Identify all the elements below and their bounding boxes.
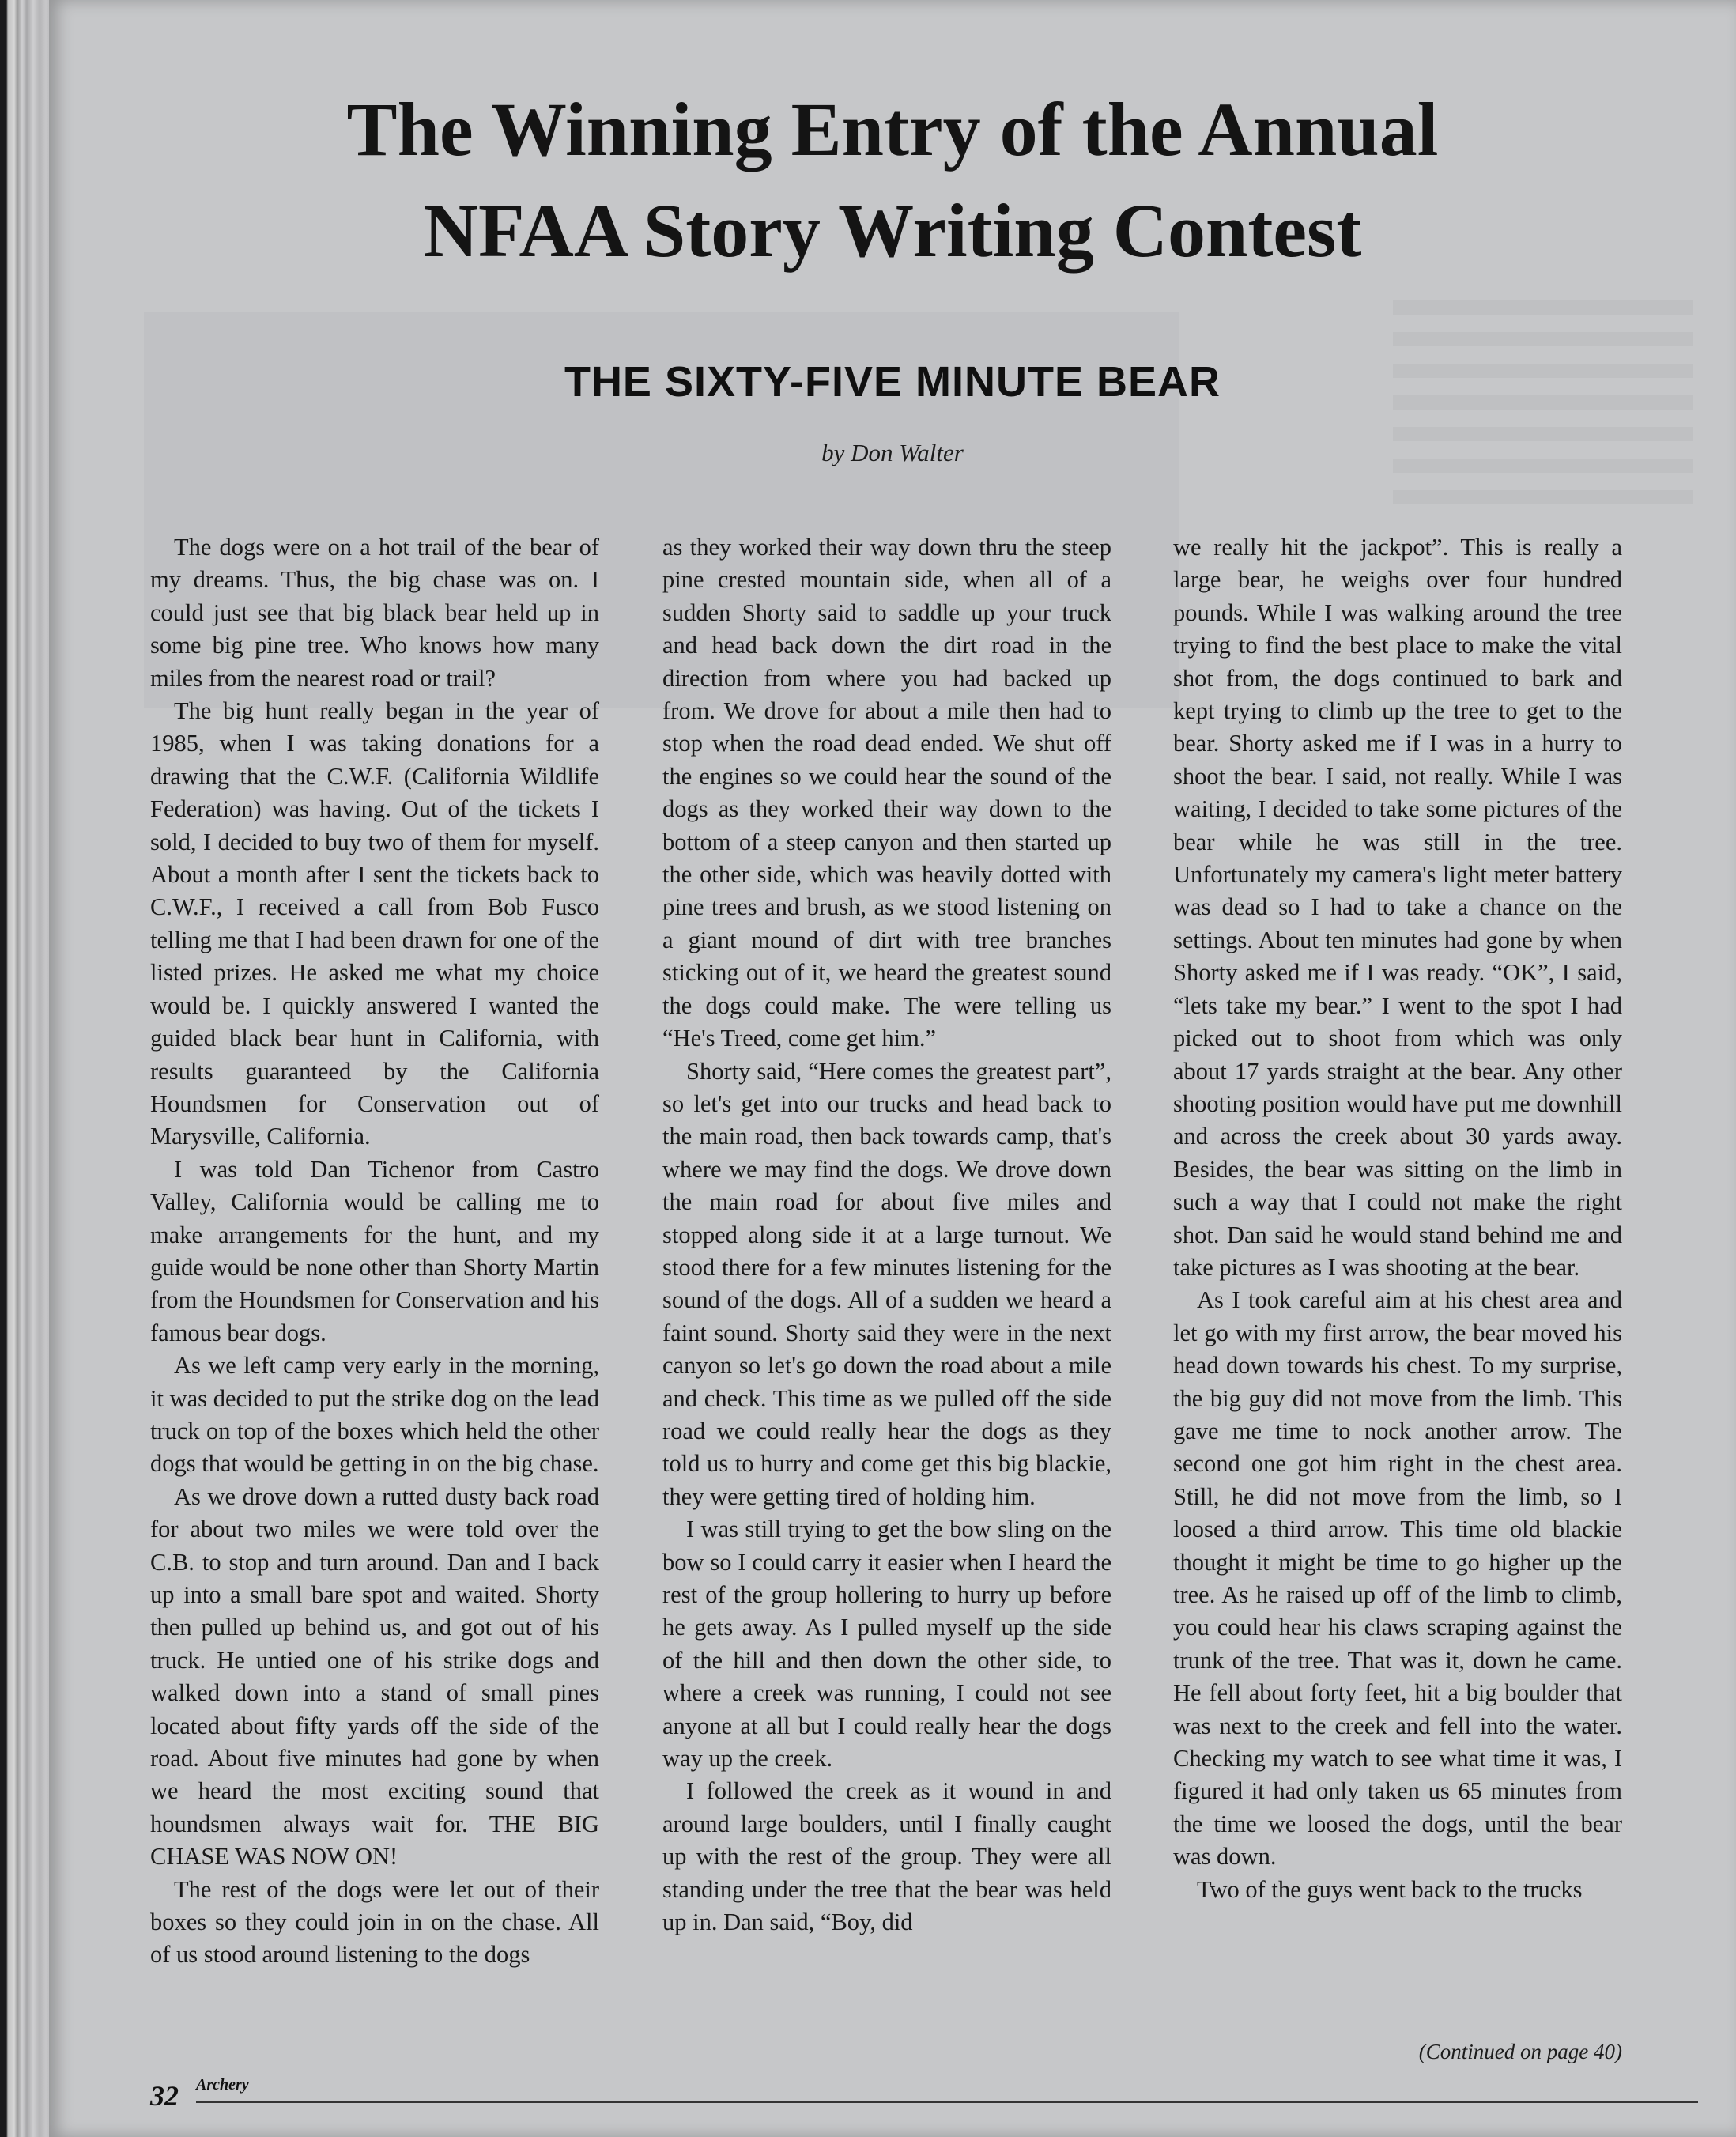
paragraph: As we drove down a rutted dusty back road for about two miles we were told over the C.B. to stop and turn around. Dan and I back up into a small bare spot and waited. Shorty then pulled up behind us, and got out of his truck. He untied one of his strike dogs and walked down into a stand of small pines located about fifty yards off the side of the road. About five minutes had gone by when we heard the most exciting sound that houndsmen always wait for. THE BIG CHASE WAS NOW ON! [150, 1482, 599, 1871]
magazine-name: Archery [196, 2076, 249, 2094]
page-footer [150, 2076, 1700, 2112]
text-column-3 [1173, 531, 1622, 1906]
byline: by Don Walter [821, 439, 964, 466]
paragraph: I was still trying to get the bow sling on the bow so I could carry it easier when I heard the rest of the group hollering to hurry up before he gets away. As I pulled myself up the side of the hill and then down the other side, to where a creek was running, I could not see anyone at all but I could really hear the dogs way up the creek. [662, 1516, 1111, 1773]
main-title [49, 79, 1736, 281]
paragraph: Shorty said, “Here comes the greatest part”, so let's get into our trucks and head back to the main road, then back towards camp, that's where we may find the dogs. We drove down the main road for about five miles and stopped along side it at a large turnout. We stood there for a few minutes listening for the sound of the dogs. All of a sudden we heard a faint sound. Shorty said they were in the next canyon so let's go down the road about a mile and check. This time as we pulled off the side road we could really hear the dogs as they told us to hurry and come get this big blackie, they were getting tired of holding him. [662, 1057, 1111, 1510]
paragraph: The rest of the dogs were let out of their boxes so they could join in on the chase. All of us stood around listening to the dogs [150, 1875, 599, 1969]
continued-note: (Continued on page 40) [1418, 2040, 1622, 2063]
paragraph: I followed the creek as it wound in and around large boulders, until I finally caught up with the rest of the group. They were all standing under the tree that the bear was held up in. Dan said, “Boy, did [662, 1777, 1111, 1936]
paragraph: The dogs were on a hot trail of the bear of my dreams. Thus, the big chase was on. I could just see that big black bear held up in some big pine tree. Who knows how many miles from the nearest road or trail? [150, 534, 599, 692]
text-column-2 [662, 531, 1111, 1939]
footer-rule [196, 2101, 1698, 2103]
main-title-line-2: NFAA Story Writing Contest [423, 188, 1362, 273]
paragraph: Two of the guys went back to the trucks [1197, 1875, 1583, 1903]
magazine-page [49, 0, 1736, 2137]
paragraph: As I took careful aim at his chest area and let go with my first arrow, the bear moved his head down towards his chest. To my surprise, the big guy did not move from the limb. This gave me time to nock another arrow. The second one got him right in the chest area. Still, he did not move from the limb, so I loosed a third arrow. This time old blackie thought it might be time to go higher up the tree. As he raised up off of the limb to climb, you could hear his claws scraping against the trunk of the tree. That was it, down he came. He fell about forty feet, hit a big boulder that was next to the creek and fell into the water. Checking my watch to see what time it was, I figured it had only taken us 65 minutes from the time we loosed the dogs, until the bear was down. [1173, 1286, 1622, 1871]
paragraph: I was told Dan Tichenor from Castro Valley, California would be calling me to make arrangements for the hunt, and my guide would be none other than Shorty Martin from the Houndsmen for Conservation and his famous bear dogs. [150, 1155, 599, 1346]
story-title: THE SIXTY-FIVE MINUTE BEAR [564, 358, 1221, 406]
page-number: 32 [150, 2080, 179, 2112]
paragraph: we really hit the jackpot”. This is really a large bear, he weighs over four hundred pounds. While I was walking around the tree trying to find the best place to make the vital shot from, the dogs continued to bark and kept trying to climb up the tree to get to the bear. Shorty asked me if I was in a hurry to shoot the bear. I said, not really. While I was waiting, I decided to take some pictures of the bear while he was still in the tree. Unfortunately my camera's light meter battery was dead so I had to take a chance on the settings. About ten minutes had gone by when Shorty asked me if I was ready. “OK”, I said, “lets take my bear.” I went to the spot I had picked out to shoot from which was only about 17 yards straight at the bear. Any other shooting position would have put me downhill and across the creek about 30 yards away. Besides, the bear was sitting on the limb in such a way that I could not make the right shot. Dan said he would stand behind me and take pictures as I was shooting at the bear. [1173, 534, 1622, 1281]
adjacent-page-edges [0, 0, 55, 2137]
paragraph: As we left camp very early in the morning, it was decided to put the strike dog on the lead truck on top of the boxes which held the other dogs that would be getting in on the big chase. [150, 1352, 599, 1478]
paragraph: as they worked their way down thru the steep pine crested mountain side, when all of a sudden Shorty said to saddle up your truck and head back down the dirt road in the direction from where you had backed up from. We drove for about a mile then had to stop when the road dead ended. We shut off the engines so we could hear the sound of the dogs as they worked their way down to the bottom of a steep canyon and then started up the other side, which was heavily dotted with pine trees and brush, as we stood listening on a giant mound of dirt with tree branches sticking out of it, we heard the greatest sound the dogs could make. The were telling us “He's Treed, come get him.” [662, 534, 1111, 1052]
text-column-1 [150, 531, 599, 1972]
main-title-line-1: The Winning Entry of the Annual [346, 87, 1439, 172]
paragraph: The big hunt really began in the year of 1985, when I was taking donations for a drawing that the C.W.F. (California Wildlife Federation) was having. Out of the tickets I sold, I decided to buy two of them for myself. About a month after I sent the tickets back to C.W.F., I received a call from Bob Fusco telling me that I had been drawn for one of the listed prizes. He asked me what my choice would be. I quickly answered I wanted the guided black bear hunt in California, with results guaranteed by the California Houndsmen for Conservation out of Marysville, California. [150, 697, 599, 1150]
